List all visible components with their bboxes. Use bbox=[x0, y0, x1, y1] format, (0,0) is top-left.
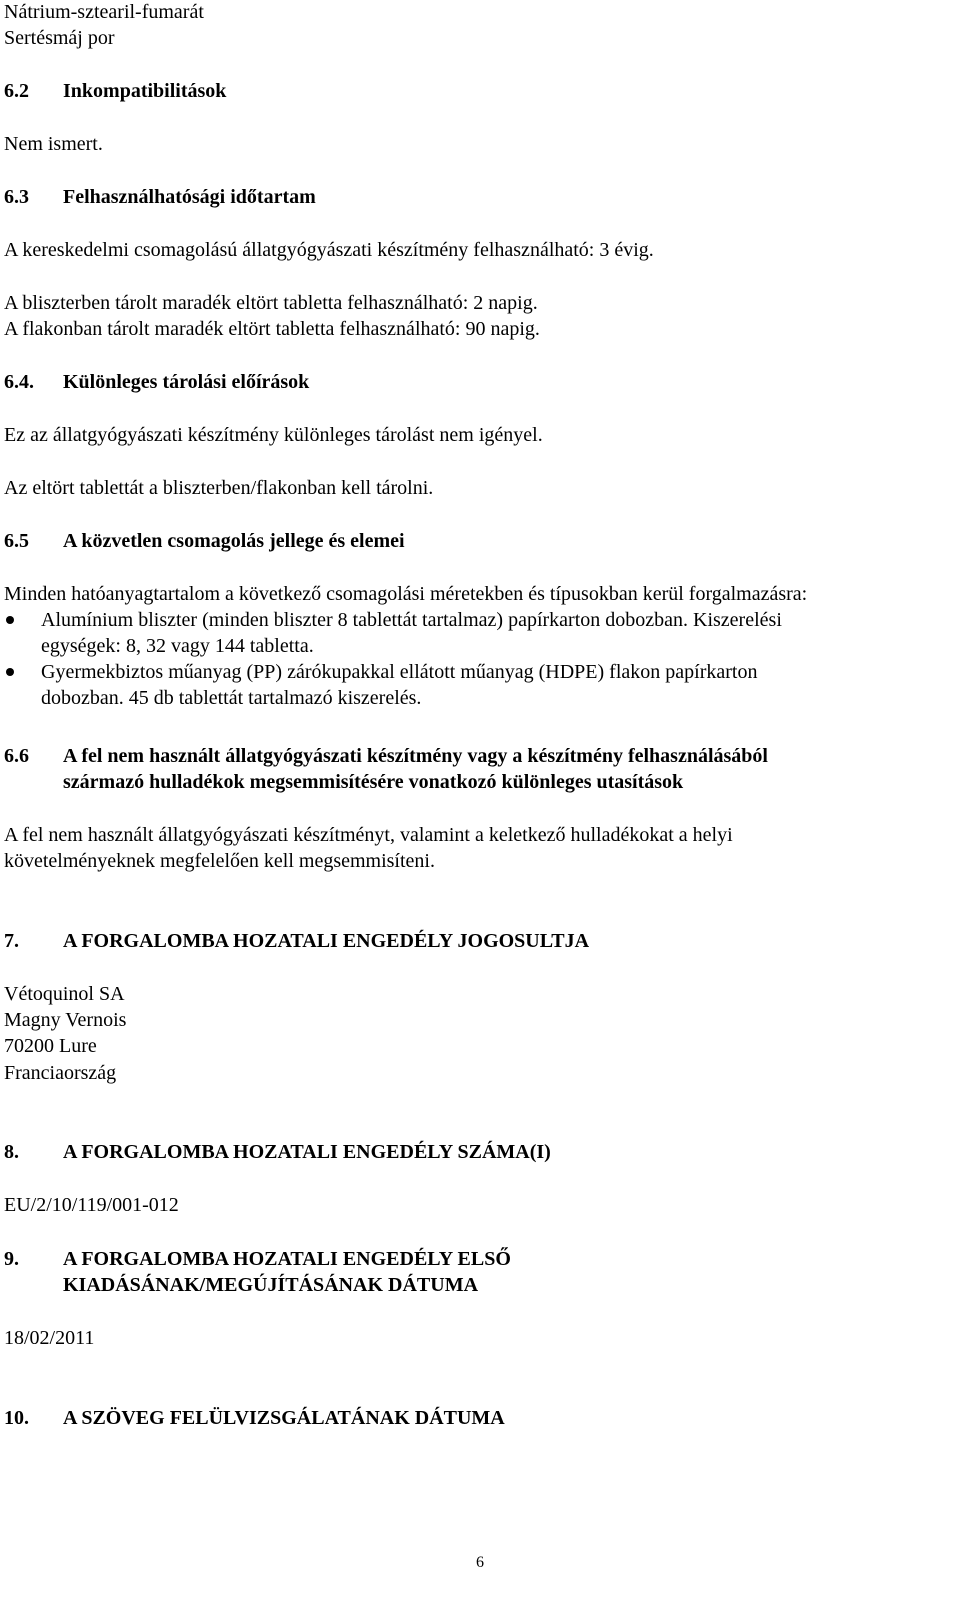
section-6-5-title: A közvetlen csomagolás jellege és elemei bbox=[63, 530, 405, 552]
authorisation-date: 18/02/2011 bbox=[4, 1327, 95, 1349]
section-8-title: A FORGALOMBA HOZATALI ENGEDÉLY SZÁMA(I) bbox=[63, 1141, 551, 1163]
bullet-icon bbox=[6, 668, 14, 676]
section-8-number: 8. bbox=[4, 1141, 19, 1163]
section-6-4-number: 6.4. bbox=[4, 371, 34, 393]
section-6-5-bullet-1-line-1: Alumínium bliszter (minden bliszter 8 tablettát tartalmaz) papírkarton dobozban. Kiszerelési bbox=[41, 609, 782, 631]
section-6-5-intro: Minden hatóanyagtartalom a következő csomagolási méretekben és típusokban kerül forgalmazásra: bbox=[4, 583, 808, 605]
section-6-6-title-line-2: származó hulladékok megsemmisítésére vonatkozó különleges utasítások bbox=[63, 771, 684, 793]
section-7-number: 7. bbox=[4, 930, 19, 952]
authorisation-number: EU/2/10/119/001-012 bbox=[4, 1194, 179, 1216]
header-line-2: Sertésmáj por bbox=[4, 27, 115, 49]
section-6-6-paragraph-line-2: követelményeknek megfelelően kell megsemmisíteni. bbox=[4, 850, 435, 872]
section-10-title: A SZÖVEG FELÜLVIZSGÁLATÁNAK DÁTUMA bbox=[63, 1407, 505, 1429]
section-9-title-line-2: KIADÁSÁNAK/MEGÚJÍTÁSÁNAK DÁTUMA bbox=[63, 1274, 479, 1296]
bullet-icon bbox=[6, 616, 14, 624]
section-6-3-paragraph-2: A bliszterben tárolt maradék eltört tabletta felhasználható: 2 napig. bbox=[4, 292, 538, 314]
section-9-number: 9. bbox=[4, 1248, 19, 1270]
section-6-3-paragraph-1: A kereskedelmi csomagolású állatgyógyászati készítmény felhasználható: 3 évig. bbox=[4, 239, 654, 261]
holder-postal-city: 70200 Lure bbox=[4, 1035, 97, 1057]
section-6-5-bullet-2-line-2: dobozban. 45 db tablettát tartalmazó kiszerelés. bbox=[41, 687, 422, 709]
section-6-2-title: Inkompatibilitások bbox=[63, 80, 227, 102]
section-6-5-number: 6.5 bbox=[4, 530, 29, 552]
section-6-2-text: Nem ismert. bbox=[4, 133, 103, 155]
section-6-6-title-line-1: A fel nem használt állatgyógyászati készítmény vagy a készítmény felhasználásából bbox=[63, 745, 768, 767]
section-6-6-number: 6.6 bbox=[4, 745, 29, 767]
section-6-3-paragraph-3: A flakonban tárolt maradék eltört tabletta felhasználható: 90 napig. bbox=[4, 318, 540, 340]
page-number: 6 bbox=[476, 1554, 484, 1571]
holder-name: Vétoquinol SA bbox=[4, 983, 125, 1005]
section-9-title-line-1: A FORGALOMBA HOZATALI ENGEDÉLY ELSŐ bbox=[63, 1248, 511, 1270]
section-6-4-paragraph-1: Ez az állatgyógyászati készítmény különleges tárolást nem igényel. bbox=[4, 424, 543, 446]
section-6-5-bullet-2-line-1: Gyermekbiztos műanyag (PP) zárókupakkal ellátott műanyag (HDPE) flakon papírkarton bbox=[41, 661, 758, 683]
holder-address-line: Magny Vernois bbox=[4, 1009, 127, 1031]
section-6-6-paragraph-line-1: A fel nem használt állatgyógyászati készítményt, valamint a keletkező hulladékokat a helyi bbox=[4, 824, 733, 846]
section-6-2-number: 6.2 bbox=[4, 80, 29, 102]
section-10-number: 10. bbox=[4, 1407, 29, 1429]
section-6-3-number: 6.3 bbox=[4, 186, 29, 208]
header-line-1: Nátrium-sztearil-fumarát bbox=[4, 1, 204, 23]
section-6-5-bullet-1-line-2: egységek: 8, 32 vagy 144 tabletta. bbox=[41, 635, 314, 657]
section-6-4-paragraph-2: Az eltört tablettát a bliszterben/flakonban kell tárolni. bbox=[4, 477, 434, 499]
section-7-title: A FORGALOMBA HOZATALI ENGEDÉLY JOGOSULTJA bbox=[63, 930, 590, 952]
section-6-3-title: Felhasználhatósági időtartam bbox=[63, 186, 316, 208]
holder-country: Franciaország bbox=[4, 1062, 117, 1084]
section-6-4-title: Különleges tárolási előírások bbox=[63, 371, 310, 393]
